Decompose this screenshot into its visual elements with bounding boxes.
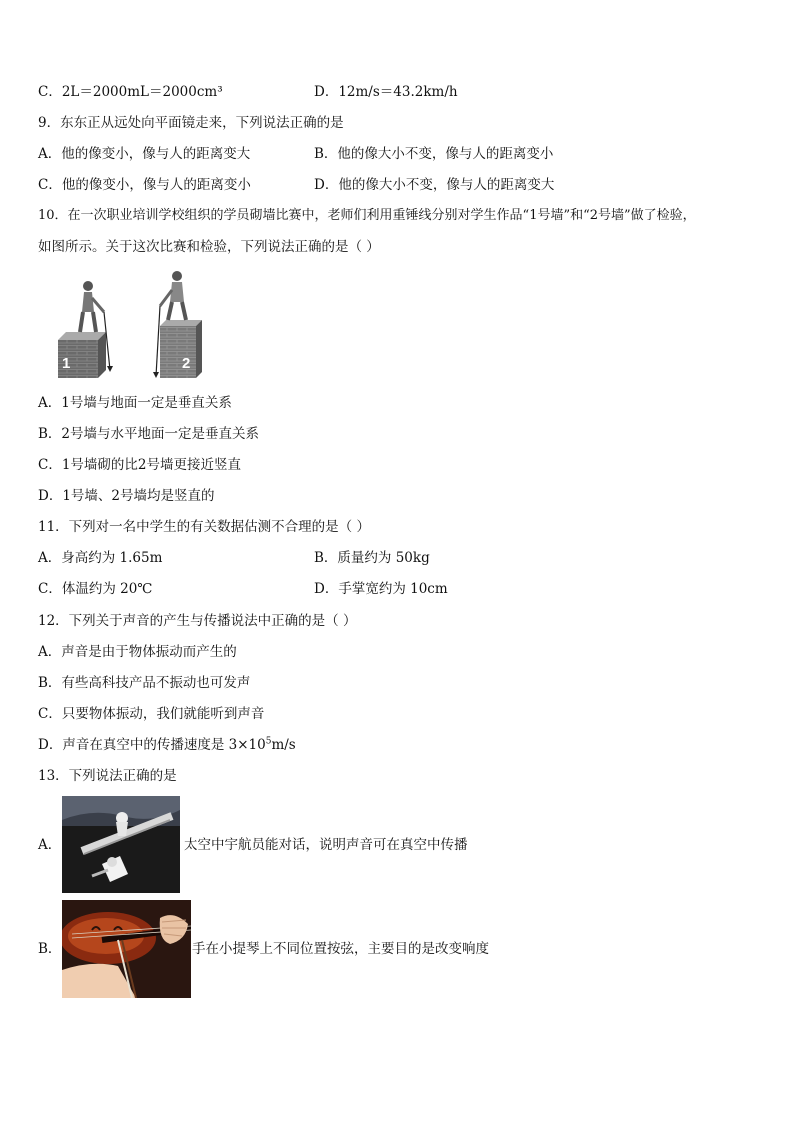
q12-option-a: A．声音是由于物体振动而产生的 bbox=[38, 644, 237, 660]
q9-option-b: B．他的像大小不变，像与人的距离变小 bbox=[314, 146, 554, 162]
q13-option-b-letter: B． bbox=[38, 941, 62, 957]
q9-option-a: A．他的像变小，像与人的距离变大 bbox=[38, 146, 251, 162]
q9-stem: 9．东东正从远处向平面镜走来，下列说法正确的是 bbox=[38, 115, 344, 131]
violin-photo bbox=[62, 900, 191, 998]
q11-option-b: B．质量约为 50kg bbox=[314, 550, 430, 566]
q13-option-a-text: 太空中宇航员能对话，说明声音可在真空中传播 bbox=[184, 837, 468, 853]
q12-option-b: B．有些高科技产品不振动也可发声 bbox=[38, 675, 251, 691]
q13-option-b-text: 手在小提琴上不同位置按弦，主要目的是改变响度 bbox=[192, 941, 489, 957]
wall-2 bbox=[153, 271, 202, 378]
q12-stem: 12．下列关于声音的产生与传播说法中正确的是（ ） bbox=[38, 613, 357, 629]
q9-option-c: C．他的像变小，像与人的距离变小 bbox=[38, 177, 251, 193]
q10-option-b: B．2号墙与水平地面一定是垂直关系 bbox=[38, 426, 260, 442]
q10-stem-line1: 10．在一次职业培训学校组织的学员砌墙比赛中，老师们利用重锤线分别对学生作品“1号墙”和“2号墙”做了检验， bbox=[38, 208, 696, 223]
astronaut-photo bbox=[62, 796, 180, 893]
q10-walls-figure bbox=[52, 268, 208, 380]
wall-1 bbox=[58, 281, 113, 378]
q11-stem: 11．下列对一名中学生的有关数据估测不合理的是（ ） bbox=[38, 519, 370, 535]
q11-option-a: A．身高约为 1.65m bbox=[38, 550, 163, 566]
q10-option-d: D．1号墙、2号墙均是竖直的 bbox=[38, 488, 215, 504]
q11-option-d: D．手掌宽约为 10cm bbox=[314, 581, 448, 597]
q10-option-c: C．1号墙砌的比2号墙更接近竖直 bbox=[38, 457, 242, 473]
q12-option-c: C．只要物体振动，我们就能听到声音 bbox=[38, 706, 265, 722]
q11-option-c: C．体温约为 20℃ bbox=[38, 581, 153, 597]
q13-option-a-letter: A． bbox=[38, 837, 62, 853]
q8-option-d: D．12m/s＝43.2km/h bbox=[314, 84, 458, 100]
q10-stem-line2: 如图所示。关于这次比赛和检验，下列说法正确的是（ ） bbox=[38, 239, 380, 255]
wall-1-label: 1 bbox=[62, 355, 71, 372]
q8-option-c: C．2L＝2000mL＝2000cm³ bbox=[38, 84, 223, 100]
q10-option-a: A．1号墙与地面一定是垂直关系 bbox=[38, 395, 232, 411]
q12-option-d: D．声音在真空中的传播速度是 $3\times 10^5m/s$ bbox=[38, 736, 296, 753]
wall-2-label: 2 bbox=[182, 355, 191, 372]
q9-option-d: D．他的像大小不变，像与人的距离变大 bbox=[314, 177, 555, 193]
q13-stem: 13．下列说法正确的是 bbox=[38, 768, 177, 784]
